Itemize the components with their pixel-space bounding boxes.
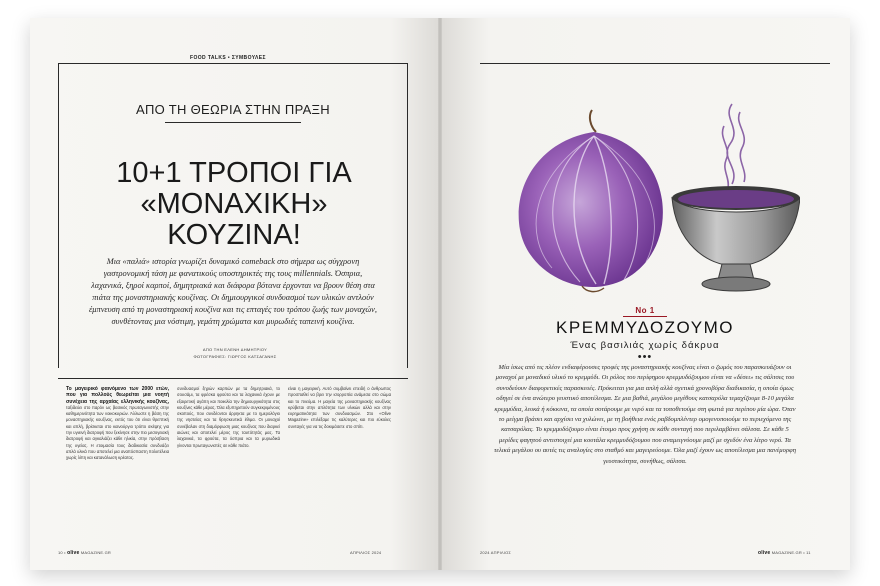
right-top-rule [480,63,830,64]
bowl-icon [672,186,800,291]
onion-and-bowl-illustration [500,96,800,306]
kicker-rule [165,122,301,123]
recipe-body: Μία ίσως από τις πλέον ενδιαφέρουσες τροφές της μοναστηριακής κουζίνας είναι ο ζωμός του παρασκευάζουν οι μοναχοί με μοναδικό υλικό το κρεμμύδι. Οι ρόλος του περίφημου κρεμμυδόζουμου είναι να «δέσει» τις σάλτσες του συνοδεύουν διαφορετικές παρασκευές. Πρόκειται για μια απλή αλλά σχετικά χρονοβόρα διαδικασία, η οποία όμως οδηγεί σε ένα ανώτερο γευστικό αποτέλεσμα. Σε μια βαθιά, μεγάλου μεγέθους κατσαρόλα τεμαχίζουμε 8-10 μεγάλα κρεμμύδια, λευκά ή κόκκινα, τα οποία σοτάρουμε με νερό και τα τοποθετούμε στη φωτιά για περίπου μία ώρα. Όταν το μείγμα βράσει και αρχίσει να χυλώνει, με τη βοήθεια ενός ραβδομπλέντερ ομογενοποιούμε το περιεχόμενο της κατσαρόλας. Το κρεμμυδόζουμο είναι έτοιμο προς χρήση σε κάθε συνταγή που περιλαμβάνει σάλτσα. Σε κάθε 5 μερίδες φαγητού αντιστοιχεί μια κουτάλα κρεμμυδόζουμου που αναμειγνύουμε μαζί με σχεδόν ένα λίτρο νερό. Τα τελικά μεγάλου ου αυτές τις αναλογίες στο σταθμό και μαγειρεύουμε. Όλα μαζί έχουν ως αποτέλεσμα μια πανέμορφη γευστικότητα, συνήθως, σάλτσα. [494,364,796,465]
steam-icon [722,104,744,188]
column-lead: Το μαγειρικό φαινόμενο των 2000 ετών, που για πολλούς θεωρείται μια νοητή συνέχεια της αρχαίας ελληνικής κουζίνας, [66,386,169,405]
left-frame-line [58,63,59,368]
top-rule [58,63,408,64]
credits [150,346,320,360]
onion-icon [519,110,663,292]
article-title: 10+1 ΤΡΟΠΟΙ ΓΙΑ «ΜΟΝΑΧΙΚΗ» ΚΟΥΖΙΝΑ! [116,157,352,251]
column-1-body: ταξιδεύει στο παρόν ως βασικός πρωταγωνιστής στην καθημερινότητα των νοικοκυριών. Άλλωστε η βάση της μοναστηριακής κουζίνας, εκτός του ότι είναι θρεπτική και απλή, βρίσκεται στο καινούργιο τρόπο σκέψης για την υγιεινή διατροφή που ξεκίνησε στην πιο μεσογειακή διατροφή και αγκαλιάζει κάθε ηλικία, στην πρόσβαση της υγείας. Η ετοιμασία τους διαδικασία συνδυάζει απλά υλικά που αποτελεί μια αναπόσπαστη πολυτέλεια χωρίς λίπη και κατανάλωση κρέατος. [66,404,169,461]
right-folio-date: 2024 ΑΠΡΙΛΙΟΣ [480,550,512,555]
number-underline [623,316,667,317]
folio-number: 10 [58,550,63,555]
section-label: FOOD TALKS • ΣΥΜΒΟΥΛΕΣ [190,55,266,61]
folio-brand: olive [67,550,80,556]
credit-photo: ΦΩΤΟΓΡΑΦΙΕΣ: ΓΙΩΡΓΟΣ ΚΑΤΣΑΓΑΝΗΣ [193,354,277,359]
column-3-body: είναι η μαγειρική. Αυτό συμβαίνει επειδή ο άνθρωπος προσπαθεί να βρει την ισορροπία ανάμεσα στο σώμα και το πνεύμα. Η μαγεία της μοναστηριακής κουζίνας κρύβεται στην απλότητα των υλικών αλλά και στην ευρηματικότητα των συνδυασμών. Στο «Olive Magazine» επιλέξαμε τις καλύτερες και πιο εύκολες συνταγές για να τις δοκιμάσετε στο σπίτι. [288,386,391,429]
text-column-3 [288,386,391,540]
folio-site: MAGAZINE.GR [80,550,112,555]
separator-dots: ••• [637,351,653,363]
left-folio: 10 • olive MAGAZINE.GR [58,550,112,556]
lead-paragraph: Μια «παλιά» ιστορία γνωρίζει δυναμικό comeback στο σήμερα ως σύγχρονη γαστρονομική τάση με φανατικούς υποστηρικτές της τους millennials. Όσπρια, λαχανικά, ξηροί καρποί, δημητριακά και διάφορα βότανα έρχονται να βρουν θέση στα πιάτα της μοναστηριακής κουζίνας. Οι δημιουργικοί συνδυασμοί των υλικών αντλούν έμπνευση από τη μοναστηριακή κουζίνα και τις επταγές του τρόπου ζωής των μοναχών, συνθέτοντας μια νόστιμη, γεμάτη χρώματα και μυρωδιές ταπεινή κουζίνα. [89,257,377,326]
recipe-number: No 1 [635,306,655,315]
spine-gutter [438,18,442,570]
magazine-spread [30,18,850,570]
right-folio: olive MAGAZINE.GR • 11 [758,550,811,556]
credit-text: ΑΠΟ ΤΗΝ ΕΛΕΝΗ ΔΗΜΗΤΡΙΟΥ [202,347,268,352]
recipe-subtitle: Ένας βασιλιάς χωρίς δάκρυα [570,340,720,351]
left-folio-date: ΑΠΡΙΛΙΟΣ 2024 [350,550,382,555]
kicker: ΑΠΟ ΤΗ ΘΕΩΡΙΑ ΣΤΗΝ ΠΡΑΞΗ [135,102,330,117]
folio-brand: olive [758,550,771,556]
column-2-body: συνδυασμοί ξηρών καρπών με τα δημητριακά, το σουσάμι, τα φρέσκα φρούτα και τα λαχανικά έχουν με εξαιρετική αγάπη και ποικιλία την δημιουργικότητα στις κουζίνες κάθε μέρας. Όλα εξυπηρετούν συγκεκριμένους σκοπούς, που συνδέονται άρρηκτα με το ημερολόγιο της νηστείας και τα θρησκευτικά έθιμα. Οι μοναχοί συνέβαλαν στη διαμόρφωση μιας κουζίνας που διαρκεί αιώνες και αποτελεί μέρος της ταυτότητάς μας. Τα λαχανικά, τα φρούτα, τα όσπρια και τα μυρωδικά γίνονται πρωταγωνιστές σε κάθε πιάτο. [177,386,280,448]
text-column-2 [177,386,280,540]
left-page [30,18,440,570]
columns-rule [58,378,408,379]
text-column-1 [66,386,169,540]
recipe-title: ΚΡΕΜΜΥΔΟΖΟΥΜΟ [556,318,734,337]
right-page [440,18,850,570]
right-frame-line [407,63,408,368]
folio-number: 11 [806,550,811,555]
folio-site: MAGAZINE.GR [771,550,802,555]
